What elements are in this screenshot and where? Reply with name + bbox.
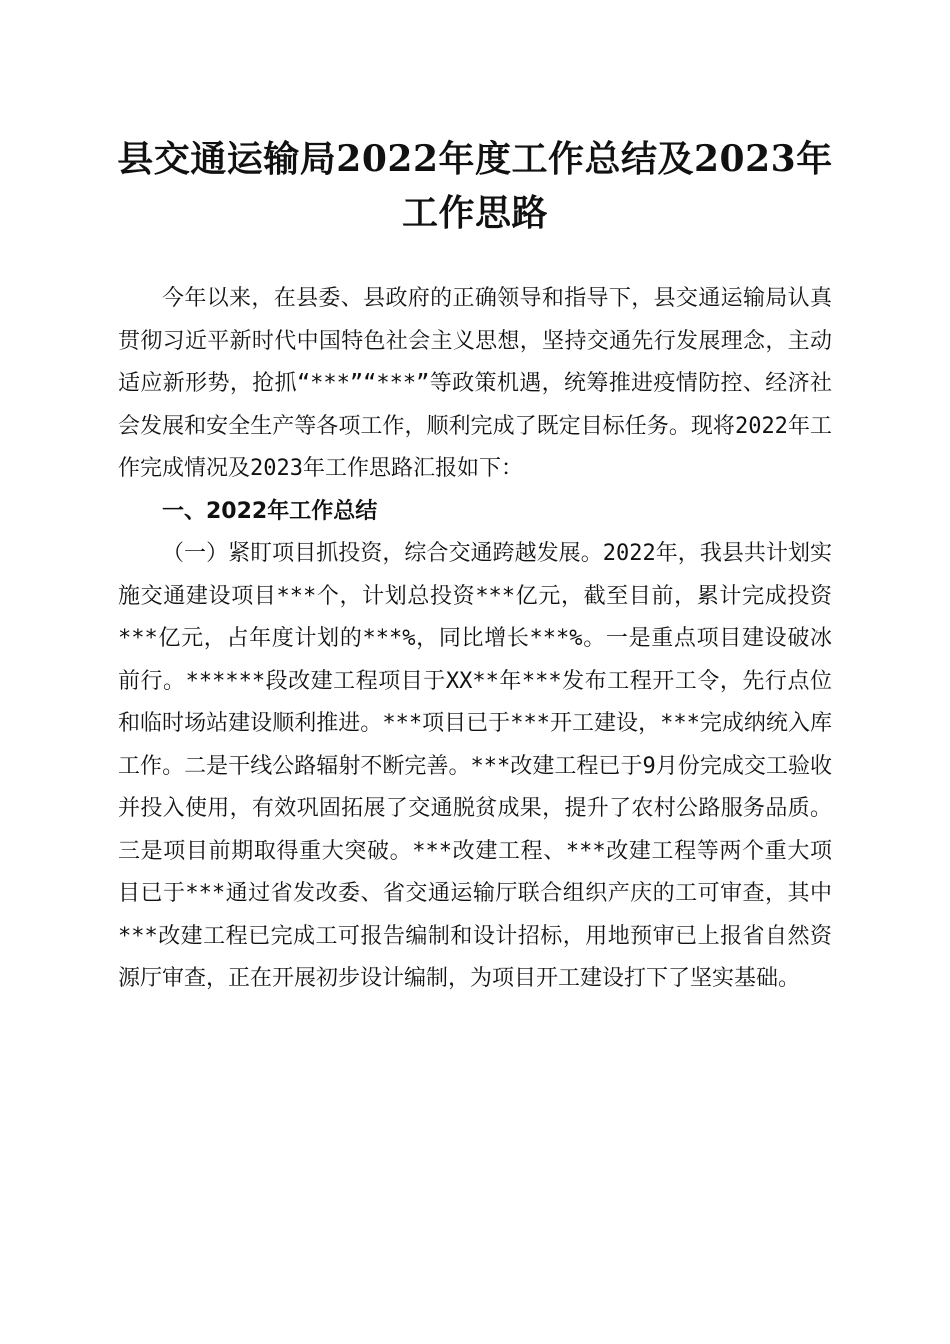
- document-title: 县交通运输局2022年度工作总结及2023年工作思路: [117, 138, 833, 234]
- body-paragraph: （一）紧盯项目抓投资，综合交通跨越发展。2022年，我县共计划实施交通建设项目***个，计划总投资***亿元，截至目前，累计完成投资***亿元，占年度计划的***%，同比增长***%。一是重点项目建设破冰前行。******段改建工程项目于XX**年***发布工程开工令，先行点位和临时场站建设顺利推进。***项目已于***开工建设，***完成纳统入库工作。二是干线公路辐射不断完善。***改建工程已于9月份完成交工验收并投入使用，有效巩固拓展了交通脱贫成果，提升了农村公路服务品质。三是项目前期取得重大突破。***改建工程、***改建工程等两个重大项目已于***通过省发改委、省交通运输厅联合组织产庆的工可审查，其中***改建工程已完成工可报告编制和设计招标，用地预审已上报省自然资源厅审查，正在开展初步设计编制，为项目开工建设打下了坚实基础。: [118, 541, 832, 991]
- section-heading: 一、2022年工作总结: [162, 498, 378, 524]
- document-body: [118, 278, 832, 1001]
- intro-paragraph: 今年以来，在县委、县政府的正确领导和指导下，县交通运输局认真贯彻习近平新时代中国特色社会主义思想，坚持交通先行发展理念，主动适应新形势，抢抓“***”“***”等政策机遇，统筹推进疫情防控、经济社会发展和安全生产等各项工作，顺利完成了既定目标任务。现将2022年工作完成情况及2023年工作思路汇报如下：: [118, 286, 832, 481]
